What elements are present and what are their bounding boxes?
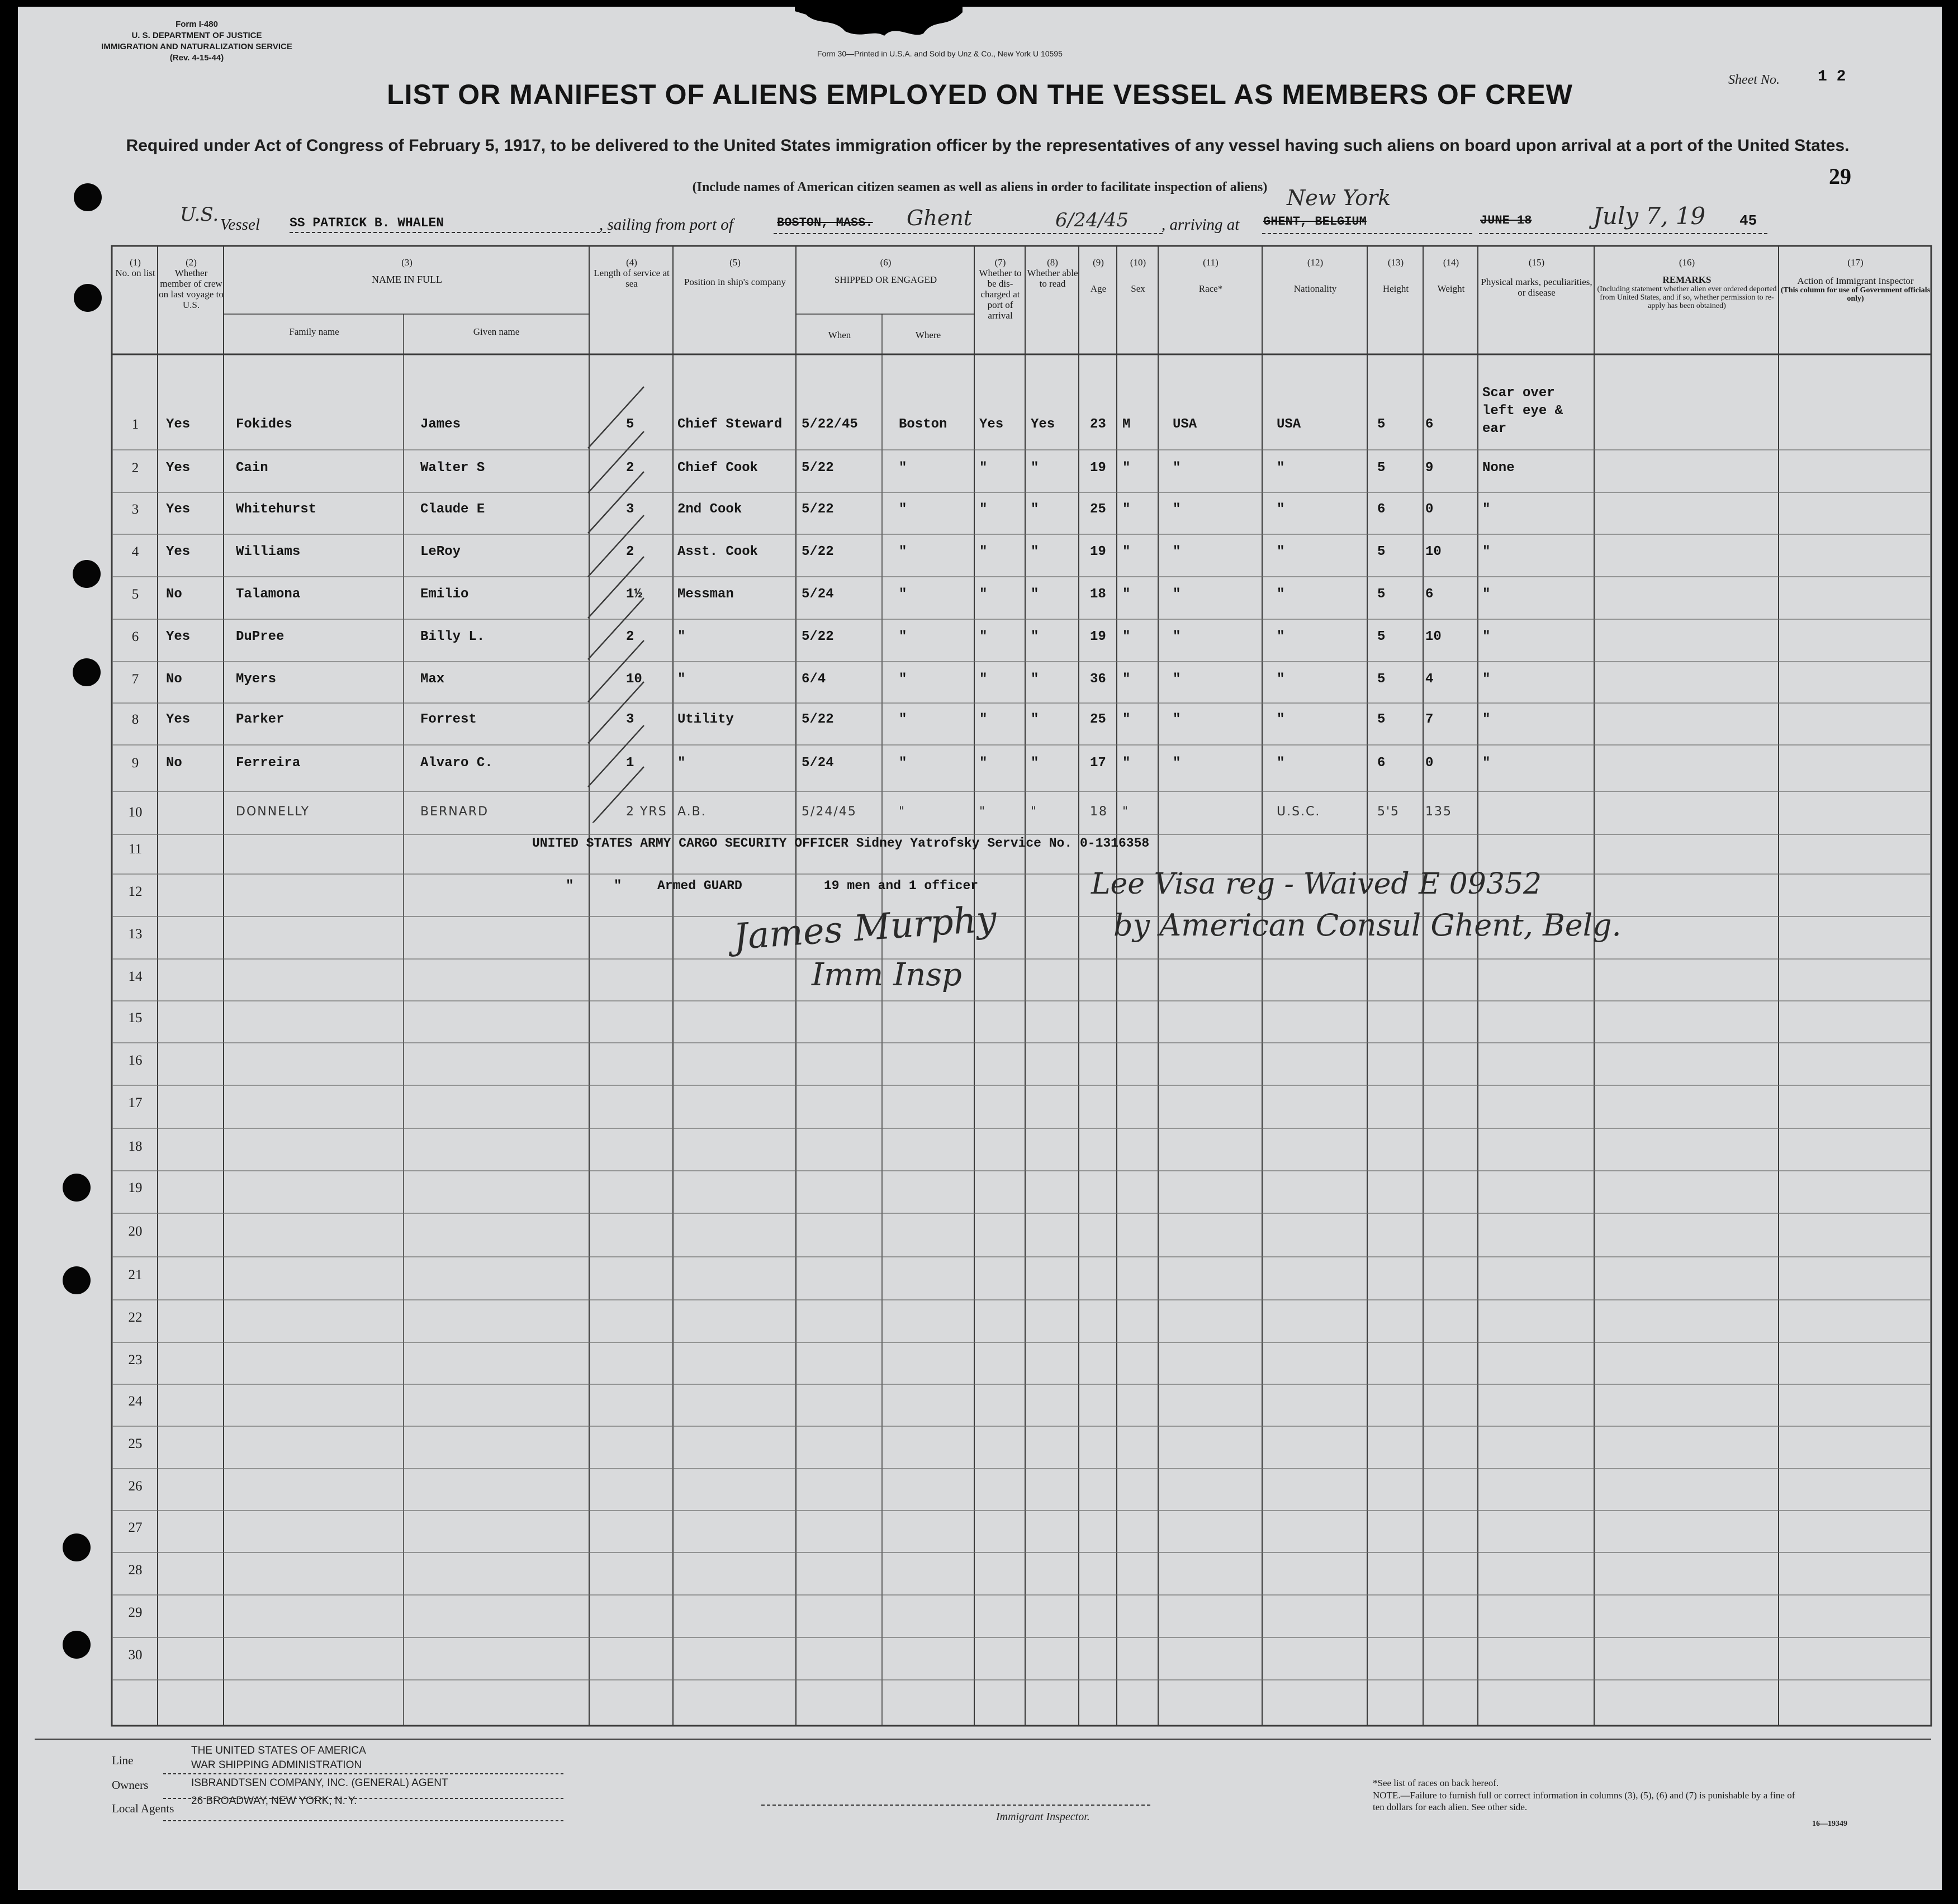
cell-when: 5/24 [802, 587, 834, 602]
guard-ditto-2: " [614, 879, 622, 894]
cell-height: 5 [1377, 460, 1386, 476]
cell-sex: " [1122, 712, 1131, 727]
row-number: 5 [131, 587, 139, 602]
cell-sex: M [1122, 417, 1131, 432]
row-number: 14 [128, 969, 143, 984]
cell-read: " [1031, 712, 1039, 727]
row-number: 11 [128, 842, 143, 857]
arriving-label: , arriving at [1161, 216, 1240, 234]
manifest-sheet [18, 7, 1942, 1890]
row-number: 8 [131, 712, 139, 727]
cell-age: 36 [1090, 672, 1106, 687]
cell-family: Cain [236, 460, 268, 476]
cell-read: " [1031, 502, 1039, 517]
cell-where: " [899, 502, 907, 517]
cell-race: " [1173, 587, 1181, 602]
cell-when: 5/22 [802, 712, 834, 727]
cell-position: Utility [677, 712, 734, 727]
arrival-year: 45 [1739, 212, 1757, 229]
cell-weight: 0 [1425, 756, 1434, 771]
cell-height: 5 [1377, 417, 1386, 432]
cell-race: USA [1173, 417, 1197, 432]
row-number: 16 [128, 1053, 143, 1068]
header-col13: (13) Height [1382, 257, 1409, 294]
cell-weight: 4 [1425, 672, 1434, 687]
visa-note-line1: Lee Visa reg - Waived E 09352 [1091, 867, 1542, 901]
cell-read: " [1031, 756, 1039, 771]
cell-read: Yes [1031, 417, 1055, 432]
arrival-date-struck: JUNE 18 [1480, 213, 1532, 227]
cell-discharge: " [979, 756, 988, 771]
cell-race: " [1173, 502, 1181, 517]
cell-family: Myers [236, 672, 277, 687]
cell-race: " [1173, 756, 1181, 771]
cell-where: " [899, 460, 907, 476]
cell-weight: 9 [1425, 460, 1434, 476]
header-col2: (2) Whether member of crew on last voyage to U.S. [159, 257, 224, 310]
cell-position: 2nd Cook [677, 502, 742, 517]
cell-last: Yes [166, 460, 191, 476]
cell-marks: " [1482, 712, 1491, 727]
armed-guard-label: Armed GUARD [657, 879, 742, 893]
line-label: Line [112, 1754, 134, 1767]
cell-where: " [899, 544, 907, 559]
cell-height: 6 [1377, 756, 1386, 771]
sheet-number-label: Sheet No. [1728, 73, 1780, 87]
punch-hole [63, 1266, 91, 1294]
cell-family: DuPree [236, 629, 285, 644]
arrival-port-struck: GHENT, BELGIUM [1263, 215, 1367, 229]
cell-race: " [1173, 712, 1181, 727]
cell-nationality: USA [1277, 417, 1301, 432]
page-number: 29 [1829, 164, 1851, 189]
sailing-port-struck: BOSTON, MASS. [777, 216, 873, 230]
row-number: 3 [131, 502, 139, 517]
cell-discharge: " [979, 587, 988, 602]
header-col6: (6) SHIPPED OR ENGAGED [834, 257, 937, 285]
row-number: 13 [128, 927, 143, 942]
header-where: Where [915, 330, 941, 340]
cell-last: Yes [166, 417, 191, 432]
cell-when: 5/22 [802, 544, 834, 559]
cell-where: Boston [899, 417, 947, 432]
cell-race: " [1173, 460, 1181, 476]
form-code: 16—19349 [1812, 1820, 1847, 1828]
cell-position: Messman [677, 587, 734, 602]
cell-age: 19 [1090, 544, 1106, 559]
footer-underlines [163, 1756, 566, 1823]
sailing-label: , sailing from port of [599, 216, 733, 234]
cell-last: Yes [166, 712, 191, 727]
cell-service: 1½ [626, 587, 642, 602]
header-col4: (4) Length of service at sea [594, 257, 670, 289]
cell-age: 18 [1090, 805, 1108, 819]
cell-family: Ferreira [236, 756, 301, 771]
row-number: 23 [128, 1352, 143, 1368]
cell-position: A.B. [677, 805, 707, 819]
cell-read: " [1031, 587, 1039, 602]
cell-weight: 135 [1425, 805, 1452, 819]
row-number: 19 [128, 1180, 143, 1195]
cell-age: 25 [1090, 712, 1106, 727]
cell-marks: Scar over left eye & ear [1482, 386, 1563, 436]
arrival-port-handwritten: New York [1287, 186, 1391, 210]
line-value-2: WAR SHIPPING ADMINISTRATION [191, 1759, 362, 1771]
cell-discharge: " [979, 805, 987, 819]
cell-position: " [677, 672, 686, 687]
cell-discharge: " [979, 460, 988, 476]
row-number: 10 [128, 805, 143, 820]
cell-given: Billy L. [420, 629, 485, 644]
cell-marks: " [1482, 629, 1491, 644]
cell-service: 10 [626, 672, 642, 687]
cell-discharge: " [979, 672, 988, 687]
header-col17: (17) Action of Immigrant Inspector (This column for use of Government officials only) [1780, 257, 1931, 303]
cell-family: DONNELLY [236, 805, 310, 819]
cell-given: Claude E [420, 502, 485, 517]
visa-note-line2: by American Consul Ghent, Belg. [1113, 908, 1622, 943]
cell-sex: " [1122, 587, 1131, 602]
cell-given: Walter S [420, 460, 485, 476]
owners-value: ISBRANDTSEN COMPANY, INC. (GENERAL) AGENT [191, 1777, 448, 1789]
cell-family: Fokides [236, 417, 292, 432]
cell-when: 5/24 [802, 756, 834, 771]
row-number: 22 [128, 1310, 143, 1325]
row-number: 2 [131, 460, 139, 476]
cell-weight: 6 [1425, 417, 1434, 432]
row-number: 18 [128, 1139, 143, 1154]
row-number: 7 [131, 672, 139, 687]
cell-marks: " [1482, 544, 1491, 559]
cell-family: Williams [236, 544, 301, 559]
row-number: 24 [128, 1394, 143, 1409]
line-value-1: THE UNITED STATES OF AMERICA [191, 1745, 366, 1756]
row-number: 30 [128, 1647, 143, 1663]
cell-last: Yes [166, 502, 191, 517]
row-number: 1 [131, 417, 139, 432]
local-agents-value: 26 BROADWAY, NEW YORK, N. Y. [191, 1795, 357, 1807]
cell-sex: " [1122, 629, 1131, 644]
cell-service: 2 [626, 460, 634, 476]
punch-hole [74, 284, 102, 312]
inspector-signature-line [761, 1804, 1153, 1806]
header-col12: (12) Nationality [1293, 257, 1337, 294]
race-note: *See list of races on back hereof. [1373, 1778, 1499, 1788]
cell-weight: 7 [1425, 712, 1434, 727]
cell-position: Chief Cook [677, 460, 758, 476]
cell-nationality: U.S.C. [1277, 805, 1321, 819]
cell-height: 5 [1377, 672, 1386, 687]
vessel-name: SS PATRICK B. WHALEN [290, 216, 444, 230]
row-number: 6 [131, 629, 139, 644]
immigrant-inspector-label: Immigrant Inspector. [996, 1811, 1090, 1823]
cell-discharge: " [979, 629, 988, 644]
cell-sex: " [1122, 805, 1130, 819]
cell-given: Forrest [420, 712, 477, 727]
cell-when: 5/24/45 [802, 805, 857, 819]
cell-where: " [899, 756, 907, 771]
cell-nationality: " [1277, 712, 1285, 727]
vessel-label: Vessel [220, 216, 260, 234]
cell-family: Parker [236, 712, 285, 727]
cell-nationality: " [1277, 587, 1285, 602]
cell-race: " [1173, 672, 1181, 687]
cell-when: 5/22 [802, 629, 834, 644]
cell-service: 5 [626, 417, 634, 432]
cell-last: No [166, 587, 182, 602]
cell-sex: " [1122, 672, 1131, 687]
cell-nationality: " [1277, 544, 1285, 559]
row-number: 12 [128, 884, 143, 899]
cell-service: 2 [626, 629, 634, 644]
cell-position: Asst. Cook [677, 544, 758, 559]
cell-discharge: Yes [979, 417, 1004, 432]
guard-ditto-1: " [566, 879, 574, 894]
armed-guard-count: 19 men and 1 officer [824, 879, 979, 893]
cell-position: " [677, 629, 686, 644]
cell-age: 19 [1090, 460, 1106, 476]
inspector-signature: James Murphy [732, 898, 998, 958]
header-col3: (3) NAME IN FULL [372, 257, 442, 285]
cell-age: 18 [1090, 587, 1106, 602]
cell-family: Whitehurst [236, 502, 317, 517]
header-col9: (9) Age [1090, 257, 1107, 294]
cell-given: BERNARD [420, 805, 489, 819]
row-number: 21 [128, 1267, 143, 1283]
vessel-prefix-handwritten: U.S. [180, 203, 219, 226]
cell-last: Yes [166, 629, 191, 644]
inspector-title-handwritten: Imm Insp [812, 957, 962, 993]
cell-where: " [899, 587, 907, 602]
cell-sex: " [1122, 544, 1131, 559]
form-revision: (Rev. 4-15-44) [169, 53, 224, 63]
cell-where: " [899, 805, 906, 819]
owners-label: Owners [112, 1778, 149, 1792]
header-col10: (10) Sex [1130, 257, 1146, 294]
cell-sex: " [1122, 502, 1131, 517]
cell-height: 5'5 [1377, 805, 1400, 819]
cell-given: James [420, 417, 461, 432]
cell-weight: 10 [1425, 629, 1442, 644]
cell-height: 5 [1377, 544, 1386, 559]
manifest-subtitle: Required under Act of Congress of February 5, 1917, to be delivered to the United States immigration officer by the representatives of any vessel having such aliens on board upon arrival at a port of the United States. [126, 136, 1850, 155]
punch-hole [63, 1533, 91, 1561]
row-number: 9 [131, 756, 139, 771]
header-col14: (14) Weight [1437, 257, 1465, 294]
printer-line: Form 30—Printed in U.S.A. and Sold by Unz & Co., New York U 10595 [817, 49, 1063, 58]
row-number: 15 [128, 1010, 143, 1025]
cell-family: Talamona [236, 587, 301, 602]
cell-read: " [1031, 460, 1039, 476]
penalty-note: NOTE.—Failure to furnish full or correct information in columns (3), (5), (6) and (7) is punishable by a fine of ten dollars for each alien. See other side. [1373, 1790, 1795, 1812]
cell-when: 6/4 [802, 672, 826, 687]
cell-age: 25 [1090, 502, 1106, 517]
header-col15: (15) Physical marks, peculiarities, or disease [1481, 257, 1592, 298]
header-given-name: Given name [473, 326, 520, 337]
cell-discharge: " [979, 712, 988, 727]
cell-position: Chief Steward [677, 417, 783, 432]
cell-height: 5 [1377, 587, 1386, 602]
header-col8: (8) Whether able to read [1027, 257, 1078, 289]
cell-service: 3 [626, 502, 634, 517]
punch-hole [63, 1174, 91, 1202]
service-name: IMMIGRATION AND NATURALIZATION SERVICE [101, 42, 292, 51]
cell-given: Alvaro C. [420, 756, 493, 771]
cell-given: Emilio [420, 587, 469, 602]
include-note: (Include names of American citizen seamen as well as aliens in order to facilitate inspection of aliens) [692, 180, 1268, 194]
cell-service: 2 YRS [626, 805, 667, 819]
cell-where: " [899, 712, 907, 727]
cell-nationality: " [1277, 629, 1285, 644]
cell-age: 19 [1090, 629, 1106, 644]
cell-age: 23 [1090, 417, 1106, 432]
header-col7: (7) Whether to be dis-charged at port of arrival [979, 257, 1022, 321]
cell-discharge: " [979, 502, 988, 517]
cell-marks: None [1482, 460, 1515, 476]
row-number: 27 [128, 1520, 143, 1535]
header-col16: (16) REMARKS (Including statement whether alien ever ordered deported from United States, and if so, whether permission to re-apply has been obtained) [1597, 257, 1777, 310]
cell-weight: 6 [1425, 587, 1434, 602]
cell-weight: 0 [1425, 502, 1434, 517]
row-number: 25 [128, 1436, 143, 1451]
row-number: 26 [128, 1479, 143, 1494]
header-col11: (11) Race* [1198, 257, 1223, 294]
cell-read: " [1031, 544, 1039, 559]
sailing-date-handwritten: 6/24/45 [1055, 209, 1129, 231]
row-number: 17 [128, 1095, 143, 1110]
cell-service: 3 [626, 712, 634, 727]
punch-hole [63, 1631, 91, 1659]
row-number: 28 [128, 1563, 143, 1578]
cell-when: 5/22 [802, 502, 834, 517]
cell-marks: " [1482, 672, 1491, 687]
cell-race: " [1173, 629, 1181, 644]
cell-sex: " [1122, 756, 1131, 771]
cell-nationality: " [1277, 756, 1285, 771]
header-col1: (1) No. on list [115, 257, 155, 278]
header-col5: (5) Position in ship's company [684, 257, 786, 287]
manifest-title: LIST OR MANIFEST OF ALIENS EMPLOYED ON THE VESSEL AS MEMBERS OF CREW [387, 79, 1573, 110]
punch-hole [73, 658, 101, 686]
form-number: Form I-480 [176, 20, 218, 29]
cell-read: " [1031, 629, 1039, 644]
cell-last: Yes [166, 544, 191, 559]
cell-last: No [166, 756, 182, 771]
cell-read: " [1031, 672, 1039, 687]
cell-position: " [677, 756, 686, 771]
cell-height: 5 [1377, 629, 1386, 644]
cell-last: No [166, 672, 182, 687]
cell-nationality: " [1277, 672, 1285, 687]
sailing-port-handwritten: Ghent [907, 206, 973, 230]
cell-service: 1 [626, 756, 634, 771]
department: U. S. DEPARTMENT OF JUSTICE [131, 31, 262, 40]
service-check-marks [577, 376, 722, 823]
punch-hole [73, 560, 101, 588]
cell-given: LeRoy [420, 544, 461, 559]
cell-service: 2 [626, 544, 634, 559]
cell-discharge: " [979, 544, 988, 559]
cell-marks: " [1482, 756, 1491, 771]
row-number: 4 [131, 544, 139, 559]
header-family-name: Family name [289, 326, 339, 337]
cell-read: " [1031, 805, 1038, 819]
cell-where: " [899, 672, 907, 687]
cell-height: 6 [1377, 502, 1386, 517]
local-agents-label: Local Agents [112, 1802, 174, 1815]
cell-age: 17 [1090, 756, 1106, 771]
row-number: 29 [128, 1605, 143, 1620]
cell-race: " [1173, 544, 1181, 559]
punch-hole [74, 183, 102, 211]
arrival-date-handwritten: July 7, 19 [1593, 202, 1706, 230]
cell-sex: " [1122, 460, 1131, 476]
header-when: When [828, 330, 851, 340]
cell-where: " [899, 629, 907, 644]
cell-given: Max [420, 672, 445, 687]
cell-marks: " [1482, 502, 1491, 517]
row-number: 20 [128, 1224, 143, 1239]
cell-marks: " [1482, 587, 1491, 602]
cell-when: 5/22/45 [802, 417, 858, 432]
security-officer-line: UNITED STATES ARMY CARGO SECURITY OFFICER Sidney Yatrofsky Service No. 0-1316358 [532, 836, 1150, 851]
sheet-number-value: 1 2 [1818, 68, 1846, 86]
cell-weight: 10 [1425, 544, 1442, 559]
cell-nationality: " [1277, 460, 1285, 476]
cell-height: 5 [1377, 712, 1386, 727]
cell-nationality: " [1277, 502, 1285, 517]
cell-when: 5/22 [802, 460, 834, 476]
